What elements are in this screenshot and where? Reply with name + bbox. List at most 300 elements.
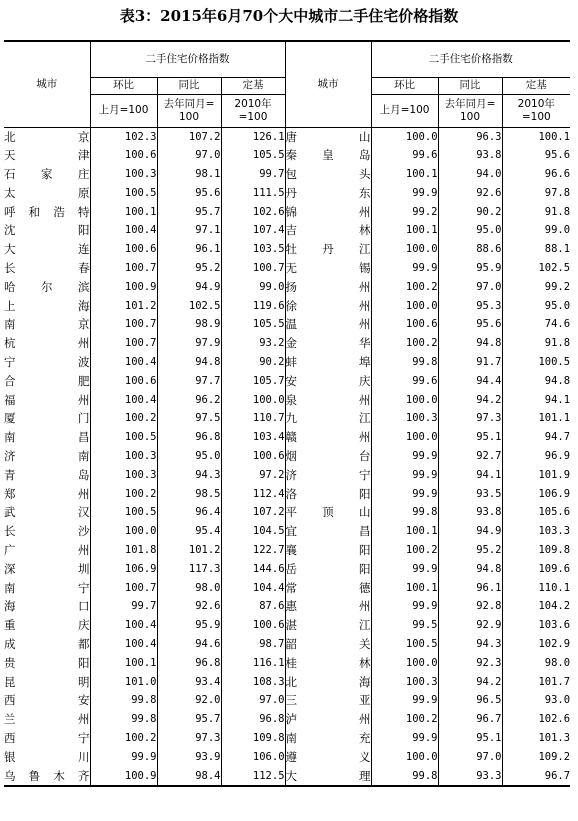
table-row (4, 447, 570, 466)
right-mom-cell: 100.1 (371, 522, 438, 541)
left-fixed-cell: 110.7 (221, 409, 285, 428)
right-mom-cell: 100.1 (371, 221, 438, 240)
left-yoy-cell: 97.3 (157, 729, 221, 748)
left-mom-cell: 100.7 (90, 579, 157, 598)
table-row (4, 428, 570, 447)
left-yoy-cell: 97.7 (157, 372, 221, 391)
right-mom-cell: 99.6 (371, 372, 438, 391)
left-mom-cell: 101.0 (90, 673, 157, 692)
right-yoy-cell: 94.9 (438, 522, 502, 541)
left-yoy-cell: 96.8 (157, 654, 221, 673)
right-mom-cell: 99.9 (371, 729, 438, 748)
right-yoy-cell: 94.2 (438, 391, 502, 410)
header-yoy-right: 同比 (438, 77, 502, 94)
table-row (4, 372, 570, 391)
left-yoy-cell: 95.7 (157, 203, 221, 222)
left-fixed-cell: 96.8 (221, 710, 285, 729)
left-mom-cell: 100.6 (90, 372, 157, 391)
right-mom-cell: 100.0 (371, 297, 438, 316)
right-city-cell: 大理 (285, 767, 371, 787)
table-row (4, 315, 570, 334)
left-yoy-cell: 117.3 (157, 560, 221, 579)
left-fixed-cell: 90.2 (221, 353, 285, 372)
left-fixed-cell: 87.6 (221, 597, 285, 616)
header-fixed-right: 定基 (502, 77, 570, 94)
left-yoy-cell: 98.5 (157, 485, 221, 504)
left-city-cell: 乌鲁木齐 (4, 767, 90, 787)
left-city-cell: 石家庄 (4, 167, 90, 182)
header-mom-right: 环比 (371, 77, 438, 94)
right-city-cell: 襄阳 (285, 541, 371, 560)
right-fixed-cell: 98.0 (502, 654, 570, 673)
right-mom-cell: 100.6 (371, 315, 438, 334)
left-yoy-cell: 95.4 (157, 522, 221, 541)
right-mom-cell: 100.1 (371, 579, 438, 598)
right-city-cell: 丹东 (285, 184, 371, 203)
left-city-cell: 厦门 (4, 411, 90, 426)
right-mom-cell: 100.0 (371, 748, 438, 767)
table-row (4, 541, 570, 560)
right-mom-cell: 99.9 (371, 597, 438, 616)
left-fixed-cell: 107.2 (221, 503, 285, 522)
right-yoy-cell: 97.0 (438, 278, 502, 297)
table-row (4, 221, 570, 240)
right-fixed-cell: 99.0 (502, 221, 570, 240)
left-city-cell: 上海 (4, 298, 90, 313)
left-city-cell: 合肥 (4, 373, 90, 388)
right-fixed-cell: 103.3 (502, 522, 570, 541)
table-row (4, 597, 570, 616)
left-mom-cell: 100.5 (90, 184, 157, 203)
left-mom-cell: 100.3 (90, 466, 157, 485)
right-mom-cell: 99.6 (371, 146, 438, 165)
left-mom-cell: 102.3 (90, 127, 157, 146)
right-city-cell: 包头 (285, 165, 371, 184)
left-city-cell: 沈阳 (4, 223, 90, 238)
right-yoy-cell: 95.9 (438, 259, 502, 278)
right-yoy-cell: 92.3 (438, 654, 502, 673)
left-fixed-cell: 109.8 (221, 729, 285, 748)
right-yoy-cell: 96.1 (438, 579, 502, 598)
right-city-cell: 无锡 (285, 259, 371, 278)
table-row (4, 673, 570, 692)
left-mom-cell: 99.8 (90, 710, 157, 729)
left-yoy-cell: 94.3 (157, 466, 221, 485)
header-fixed-base-line2: =100 (521, 110, 551, 123)
left-city-cell: 哈尔滨 (4, 279, 90, 294)
right-city-cell: 岳阳 (285, 560, 371, 579)
header-yoy-left: 同比 (157, 77, 221, 94)
right-fixed-cell: 95.0 (502, 297, 570, 316)
left-city-cell: 大连 (4, 242, 90, 257)
right-city-cell: 扬州 (285, 278, 371, 297)
right-mom-cell: 100.0 (371, 428, 438, 447)
right-yoy-cell: 93.8 (438, 146, 502, 165)
right-city-cell: 安庆 (285, 372, 371, 391)
right-city-cell: 惠州 (285, 597, 371, 616)
right-fixed-cell: 95.6 (502, 146, 570, 165)
table-row (4, 203, 570, 222)
left-city-cell: 呼和浩特 (4, 204, 90, 219)
right-yoy-cell: 92.9 (438, 616, 502, 635)
left-mom-cell: 100.4 (90, 391, 157, 410)
right-mom-cell: 100.2 (371, 710, 438, 729)
left-yoy-cell: 94.8 (157, 353, 221, 372)
left-city-cell: 济南 (4, 449, 90, 464)
right-mom-cell: 100.2 (371, 541, 438, 560)
right-mom-cell: 99.9 (371, 466, 438, 485)
left-city-cell: 北京 (4, 129, 90, 144)
left-yoy-cell: 95.7 (157, 710, 221, 729)
table-row (4, 503, 570, 522)
left-fixed-cell: 93.2 (221, 334, 285, 353)
left-city-cell: 宁波 (4, 355, 90, 370)
right-city-cell: 温州 (285, 315, 371, 334)
right-mom-cell: 100.0 (371, 391, 438, 410)
right-yoy-cell: 94.0 (438, 165, 502, 184)
right-yoy-cell: 94.4 (438, 372, 502, 391)
left-mom-cell: 100.1 (90, 654, 157, 673)
right-fixed-cell: 100.5 (502, 353, 570, 372)
right-mom-cell: 100.5 (371, 635, 438, 654)
right-mom-cell: 99.8 (371, 353, 438, 372)
left-yoy-cell: 96.8 (157, 428, 221, 447)
right-yoy-cell: 92.6 (438, 184, 502, 203)
right-yoy-cell: 94.2 (438, 673, 502, 692)
left-yoy-cell: 97.9 (157, 334, 221, 353)
table-row (4, 635, 570, 654)
left-fixed-cell: 98.7 (221, 635, 285, 654)
right-fixed-cell: 74.6 (502, 315, 570, 334)
header-yoy-base-left (157, 94, 221, 127)
price-index-table (4, 40, 570, 787)
left-mom-cell: 100.7 (90, 334, 157, 353)
left-yoy-cell: 93.9 (157, 748, 221, 767)
left-fixed-cell: 103.4 (221, 428, 285, 447)
right-mom-cell: 99.9 (371, 259, 438, 278)
left-city-cell: 重庆 (4, 618, 90, 633)
right-fixed-cell: 109.2 (502, 748, 570, 767)
right-city-cell: 湛江 (285, 616, 371, 635)
table-row (4, 654, 570, 673)
left-fixed-cell: 104.4 (221, 579, 285, 598)
left-yoy-cell: 96.1 (157, 240, 221, 259)
left-fixed-cell: 105.5 (221, 146, 285, 165)
left-yoy-cell: 101.2 (157, 541, 221, 560)
left-city-cell: 南宁 (4, 580, 90, 595)
left-city-cell: 长沙 (4, 524, 90, 539)
left-fixed-cell: 119.6 (221, 297, 285, 316)
table-row (4, 485, 570, 504)
right-mom-cell: 100.3 (371, 673, 438, 692)
table-row (4, 127, 570, 146)
left-fixed-cell: 107.4 (221, 221, 285, 240)
table-row (4, 729, 570, 748)
right-fixed-cell: 101.1 (502, 409, 570, 428)
left-mom-cell: 100.5 (90, 503, 157, 522)
left-city-cell: 长春 (4, 261, 90, 276)
right-yoy-cell: 94.8 (438, 334, 502, 353)
left-yoy-cell: 98.0 (157, 579, 221, 598)
left-yoy-cell: 95.9 (157, 616, 221, 635)
right-fixed-cell: 102.9 (502, 635, 570, 654)
table-row (4, 616, 570, 635)
right-fixed-cell: 102.6 (502, 710, 570, 729)
left-fixed-cell: 112.4 (221, 485, 285, 504)
right-mom-cell: 100.3 (371, 409, 438, 428)
left-city-cell: 郑州 (4, 486, 90, 501)
left-yoy-cell: 98.1 (157, 165, 221, 184)
right-city-cell: 锦州 (285, 203, 371, 222)
left-fixed-cell: 144.6 (221, 560, 285, 579)
right-city-cell: 韶关 (285, 635, 371, 654)
right-yoy-cell: 96.3 (438, 127, 502, 146)
right-city-cell: 南充 (285, 729, 371, 748)
right-fixed-cell: 97.8 (502, 184, 570, 203)
right-fixed-cell: 88.1 (502, 240, 570, 259)
right-yoy-cell: 94.1 (438, 466, 502, 485)
right-fixed-cell: 106.9 (502, 485, 570, 504)
right-mom-cell: 99.2 (371, 203, 438, 222)
left-mom-cell: 100.1 (90, 203, 157, 222)
right-fixed-cell: 93.0 (502, 691, 570, 710)
left-fixed-cell: 108.3 (221, 673, 285, 692)
right-fixed-cell: 96.9 (502, 447, 570, 466)
left-yoy-cell: 95.0 (157, 447, 221, 466)
right-fixed-cell: 101.3 (502, 729, 570, 748)
right-city-cell: 济宁 (285, 466, 371, 485)
header-fixed-base-line1: 2010年 (234, 97, 272, 110)
table-row (4, 710, 570, 729)
left-yoy-cell: 94.9 (157, 278, 221, 297)
right-city-cell: 九江 (285, 409, 371, 428)
right-city-cell: 赣州 (285, 428, 371, 447)
left-city-cell: 兰州 (4, 712, 90, 727)
left-fixed-cell: 105.7 (221, 372, 285, 391)
right-city-cell: 宜昌 (285, 522, 371, 541)
right-fixed-cell: 91.8 (502, 334, 570, 353)
header-yoy-base-line2: 100 (459, 110, 481, 123)
table-row (4, 297, 570, 316)
right-mom-cell: 99.5 (371, 616, 438, 635)
right-fixed-cell: 101.9 (502, 466, 570, 485)
right-fixed-cell: 103.6 (502, 616, 570, 635)
header-yoy-base-line1: 去年同月= (163, 97, 215, 110)
left-fixed-cell: 97.0 (221, 691, 285, 710)
left-mom-cell: 101.8 (90, 541, 157, 560)
left-mom-cell: 106.9 (90, 560, 157, 579)
left-city-cell: 福州 (4, 392, 90, 407)
left-mom-cell: 100.4 (90, 616, 157, 635)
left-fixed-cell: 126.1 (221, 127, 285, 146)
left-yoy-cell: 95.2 (157, 259, 221, 278)
right-mom-cell: 99.8 (371, 767, 438, 787)
left-fixed-cell: 112.5 (221, 767, 285, 787)
right-yoy-cell: 93.5 (438, 485, 502, 504)
header-mom-base-right: 上月=100 (371, 94, 438, 127)
right-fixed-cell: 94.1 (502, 391, 570, 410)
left-city-cell: 深圳 (4, 561, 90, 576)
right-city-cell: 桂林 (285, 654, 371, 673)
table-row (4, 146, 570, 165)
right-city-cell: 洛阳 (285, 485, 371, 504)
right-yoy-cell: 96.7 (438, 710, 502, 729)
left-fixed-cell: 104.5 (221, 522, 285, 541)
left-fixed-cell: 102.6 (221, 203, 285, 222)
left-yoy-cell: 102.5 (157, 297, 221, 316)
right-yoy-cell: 91.7 (438, 353, 502, 372)
table-row (4, 748, 570, 767)
left-mom-cell: 100.3 (90, 447, 157, 466)
right-city-cell: 烟台 (285, 447, 371, 466)
right-fixed-cell: 110.1 (502, 579, 570, 598)
right-yoy-cell: 94.8 (438, 560, 502, 579)
header-fixed-base-line1: 2010年 (517, 97, 555, 110)
right-yoy-cell: 95.0 (438, 221, 502, 240)
left-yoy-cell: 98.4 (157, 767, 221, 787)
table-row (4, 165, 570, 184)
left-yoy-cell: 94.6 (157, 635, 221, 654)
left-city-cell: 成都 (4, 637, 90, 652)
header-city-left: 城市 (4, 41, 90, 127)
left-fixed-cell: 122.7 (221, 541, 285, 560)
left-yoy-cell: 97.0 (157, 146, 221, 165)
left-mom-cell: 99.7 (90, 597, 157, 616)
right-city-cell: 金华 (285, 334, 371, 353)
header-mom-base-left: 上月=100 (90, 94, 157, 127)
left-city-cell: 贵阳 (4, 655, 90, 670)
left-fixed-cell: 100.0 (221, 391, 285, 410)
left-mom-cell: 99.8 (90, 691, 157, 710)
right-yoy-cell: 88.6 (438, 240, 502, 259)
right-city-cell: 遵义 (285, 748, 371, 767)
table-row (4, 259, 570, 278)
left-city-cell: 青岛 (4, 467, 90, 482)
table-title: 表3：2015年6月70个大中城市二手住宅价格指数 (119, 7, 459, 25)
left-yoy-cell: 97.5 (157, 409, 221, 428)
table-header (4, 41, 570, 127)
left-yoy-cell: 92.0 (157, 691, 221, 710)
left-mom-cell: 100.6 (90, 240, 157, 259)
right-yoy-cell: 95.1 (438, 428, 502, 447)
right-fixed-cell: 109.6 (502, 560, 570, 579)
header-yoy-base-line2: 100 (178, 110, 200, 123)
right-city-cell: 蚌埠 (285, 353, 371, 372)
right-fixed-cell: 96.7 (502, 767, 570, 787)
left-fixed-cell: 116.1 (221, 654, 285, 673)
header-group-right: 二手住宅价格指数 (371, 41, 570, 77)
left-mom-cell: 101.2 (90, 297, 157, 316)
left-mom-cell: 100.5 (90, 428, 157, 447)
right-mom-cell: 100.2 (371, 278, 438, 297)
left-mom-cell: 99.9 (90, 748, 157, 767)
right-mom-cell: 99.9 (371, 485, 438, 504)
header-yoy-base-right (438, 94, 502, 127)
left-city-cell: 海口 (4, 599, 90, 614)
left-city-cell: 武汉 (4, 505, 90, 520)
left-yoy-cell: 93.4 (157, 673, 221, 692)
table-row (4, 353, 570, 372)
right-fixed-cell: 102.5 (502, 259, 570, 278)
left-city-cell: 杭州 (4, 336, 90, 351)
right-yoy-cell: 90.2 (438, 203, 502, 222)
left-mom-cell: 100.9 (90, 767, 157, 787)
left-yoy-cell: 97.1 (157, 221, 221, 240)
left-yoy-cell: 98.9 (157, 315, 221, 334)
right-mom-cell: 99.9 (371, 560, 438, 579)
right-fixed-cell: 100.1 (502, 127, 570, 146)
left-fixed-cell: 106.0 (221, 748, 285, 767)
right-fixed-cell: 105.6 (502, 503, 570, 522)
left-city-cell: 昆明 (4, 674, 90, 689)
right-yoy-cell: 93.8 (438, 503, 502, 522)
left-yoy-cell: 107.2 (157, 127, 221, 146)
left-city-cell: 西安 (4, 693, 90, 708)
right-fixed-cell: 109.8 (502, 541, 570, 560)
right-mom-cell: 100.0 (371, 240, 438, 259)
right-yoy-cell: 97.3 (438, 409, 502, 428)
header-fixed-base-left (221, 94, 285, 127)
right-city-cell: 北海 (285, 673, 371, 692)
left-mom-cell: 100.7 (90, 259, 157, 278)
right-yoy-cell: 95.6 (438, 315, 502, 334)
header-mom-left: 环比 (90, 77, 157, 94)
left-city-cell: 天津 (4, 148, 90, 163)
header-fixed-base-right (502, 94, 570, 127)
left-yoy-cell: 92.6 (157, 597, 221, 616)
right-mom-cell: 99.8 (371, 503, 438, 522)
left-fixed-cell: 99.7 (221, 165, 285, 184)
left-city-cell: 太原 (4, 185, 90, 200)
right-mom-cell: 99.9 (371, 691, 438, 710)
right-city-cell: 吉林 (285, 221, 371, 240)
right-city-cell: 徐州 (285, 297, 371, 316)
left-city-cell: 南京 (4, 317, 90, 332)
table-row (4, 240, 570, 259)
right-fixed-cell: 99.2 (502, 278, 570, 297)
right-fixed-cell: 101.7 (502, 673, 570, 692)
header-yoy-base-line1: 去年同月= (444, 97, 496, 110)
right-yoy-cell: 96.5 (438, 691, 502, 710)
header-fixed-left: 定基 (221, 77, 285, 94)
left-mom-cell: 100.0 (90, 522, 157, 541)
table-body (4, 127, 570, 786)
right-city-cell: 常德 (285, 579, 371, 598)
left-yoy-cell: 96.2 (157, 391, 221, 410)
right-city-cell: 平顶山 (285, 503, 371, 522)
table-row (4, 184, 570, 203)
left-city-cell: 南昌 (4, 430, 90, 445)
left-city-cell: 西宁 (4, 731, 90, 745)
table-row (4, 391, 570, 410)
left-mom-cell: 100.2 (90, 729, 157, 748)
table-row (4, 767, 570, 787)
left-fixed-cell: 99.0 (221, 278, 285, 297)
right-mom-cell: 100.2 (371, 334, 438, 353)
right-mom-cell: 100.1 (371, 165, 438, 184)
table-row (4, 560, 570, 579)
right-city-cell: 牡丹江 (285, 240, 371, 259)
left-mom-cell: 100.4 (90, 221, 157, 240)
table-row (4, 409, 570, 428)
right-city-cell: 泉州 (285, 391, 371, 410)
right-yoy-cell: 97.0 (438, 748, 502, 767)
left-fixed-cell: 100.6 (221, 447, 285, 466)
right-fixed-cell: 91.8 (502, 203, 570, 222)
right-fixed-cell: 104.2 (502, 597, 570, 616)
table-row (4, 579, 570, 598)
right-mom-cell: 100.0 (371, 654, 438, 673)
